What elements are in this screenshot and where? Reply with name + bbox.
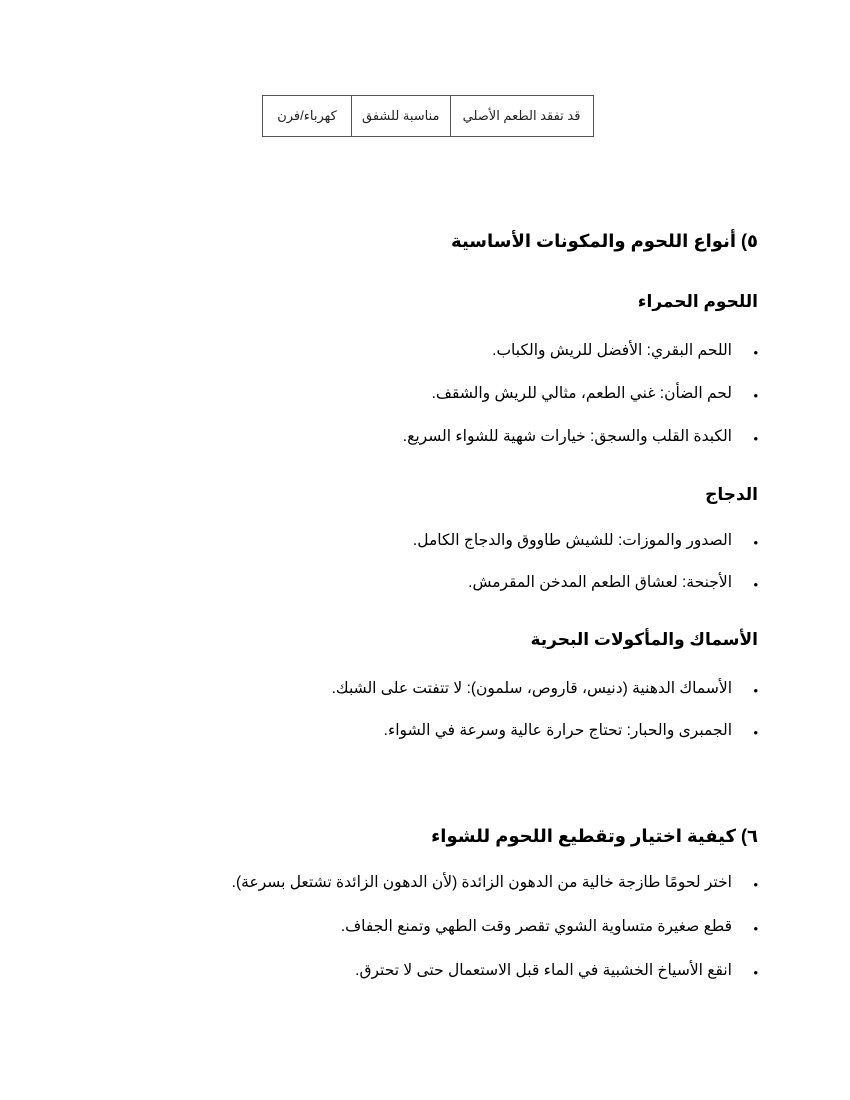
list-item-text: قطع صغيرة متساوية الشوي تقصر وقت الطهي وتمنع الجفاف. xyxy=(340,918,732,935)
list-item xyxy=(492,341,758,360)
red-meat-heading: اللحوم الحمراء xyxy=(637,292,758,311)
bullet-icon: • xyxy=(753,725,758,740)
bullet-icon: • xyxy=(753,345,758,360)
list-item-text: الجمبرى والحبار: تحتاج حرارة عالية وسرعة في الشواء. xyxy=(383,722,732,739)
seafood-heading: الأسماك والمأكولات البحرية xyxy=(530,630,758,649)
list-item xyxy=(331,679,758,698)
list-item-text: اللحم البقري: الأفضل للريش والكباب. xyxy=(492,342,732,359)
section-5-title: ٥) أنواع اللحوم والمكونات الأساسية xyxy=(451,231,758,251)
list-item xyxy=(468,573,758,592)
list-item xyxy=(402,427,758,446)
table-row xyxy=(263,96,594,137)
list-item-text: الكبدة القلب والسجق: خيارات شهية للشواء السريع. xyxy=(402,428,732,445)
bullet-icon: • xyxy=(753,877,758,892)
list-item xyxy=(340,917,758,936)
bullet-icon: • xyxy=(753,921,758,936)
list-item xyxy=(383,721,758,740)
bullet-icon: • xyxy=(753,683,758,698)
list-item-text: لحم الضأن: غني الطعم، مثالي للريش والشقف. xyxy=(431,385,732,402)
list-item-text: اختر لحومًا طازجة خالية من الدهون الزائدة (لأن الدهون الزائدة تشتعل بسرعة). xyxy=(231,874,732,891)
list-item xyxy=(231,873,758,892)
table-cell: كهرباء/فرن xyxy=(263,96,352,137)
list-item xyxy=(412,531,758,550)
bullet-icon: • xyxy=(753,431,758,446)
list-item-text: الأجنحة: لعشاق الطعم المدخن المقرمش. xyxy=(468,574,732,591)
bullet-icon: • xyxy=(753,965,758,980)
list-item xyxy=(355,961,758,980)
table-cell: مناسبة للشفق xyxy=(352,96,451,137)
list-item-text: الصدور والموزات: للشيش طاووق والدجاج الكامل. xyxy=(412,532,732,549)
chicken-heading: الدجاج xyxy=(705,485,758,504)
bullet-icon: • xyxy=(753,577,758,592)
list-item xyxy=(431,384,758,403)
section-6-title: ٦) كيفية اختيار وتقطيع اللحوم للشواء xyxy=(431,826,758,846)
bullet-icon: • xyxy=(753,535,758,550)
bullet-icon: • xyxy=(753,388,758,403)
comparison-table-fragment xyxy=(262,95,594,137)
table-cell: قد تفقد الطعم الأصلي xyxy=(450,96,593,137)
list-item-text: انقع الأسياخ الخشبية في الماء قبل الاستعمال حتى لا تحترق. xyxy=(355,962,732,979)
list-item-text: الأسماك الدهنية (دنيس، قاروص، سلمون): لا تتفتت على الشبك. xyxy=(331,680,732,697)
